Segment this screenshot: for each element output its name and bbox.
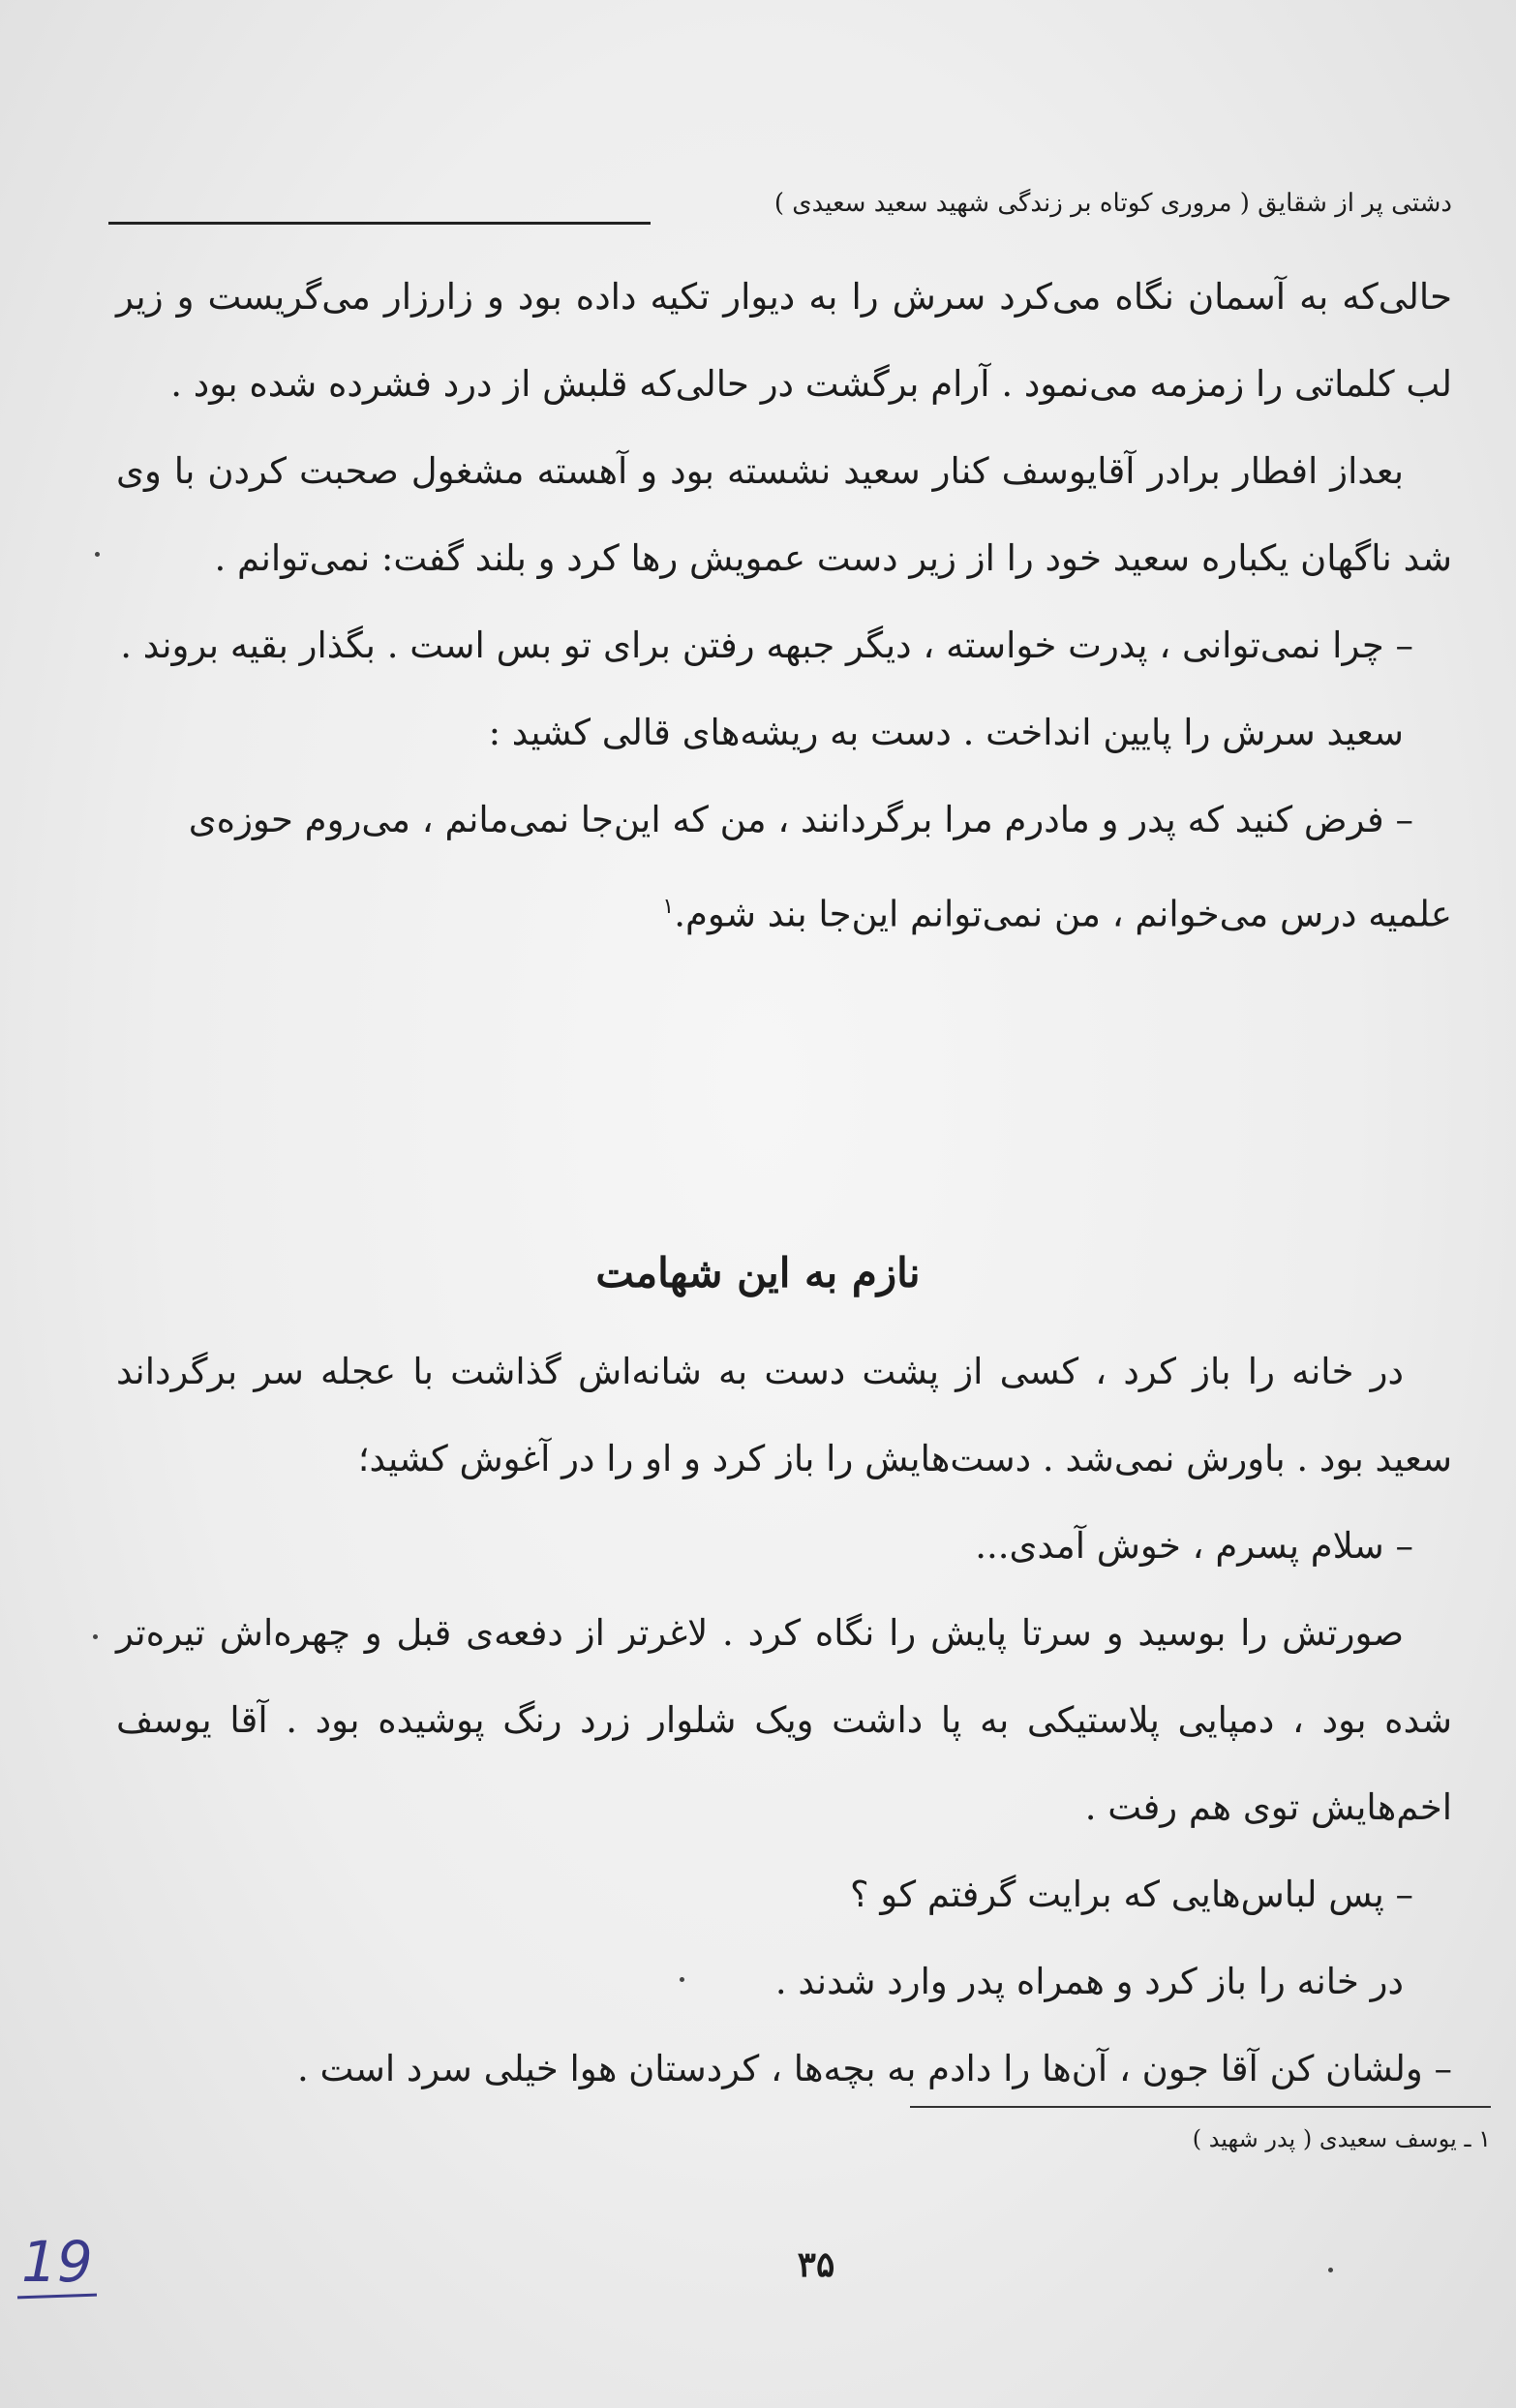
paragraph: در خانه را باز کرد و همراه پدر وارد شدند . bbox=[774, 1961, 1404, 2002]
header-rule bbox=[108, 222, 651, 225]
footnote: ۱ ـ یوسف سعیدی ( پدر شهید ) bbox=[1192, 2125, 1491, 2152]
paragraph: – پس لباس‌هایی که برایت گرفتم کو ؟ bbox=[849, 1874, 1413, 1915]
page-number: ۳۵ bbox=[797, 2244, 835, 2285]
paragraph-text: – فرض کنید که پدر و مادرم مرا برگردانند ، من که این‌جا نمی‌مانم ، می‌روم حوزه‌ی علمیه درس می‌خوانم ، من نمی‌توانم این‌جا بند شوم bbox=[188, 799, 1452, 935]
paragraph: – فرض کنید که پدر و مادرم مرا برگردانند ، من که این‌جا نمی‌مانم ، می‌روم حوزه‌ی علمیه درس می‌خوانم ، من نمی‌توانم این‌جا بند شوم.$^۱$ bbox=[188, 799, 1452, 935]
paragraph: صورتش را بوسید و سرتا پایش را نگاه کرد . لاغرتر از دفعه‌ی قبل و چهره‌اش تیره‌تر شده بود ، دمپایی پلاستیکی به پا داشت ویک شلوار زرد رنگ پوشیده بود . آقا یوسف اخم‌هایش توی هم رفت . bbox=[116, 1612, 1452, 1828]
body-text-bottom bbox=[116, 1328, 1452, 2113]
paragraph: حالی‌که به آسمان نگاه می‌کرد سرش را به دیوار تکیه داده بود و زارزار می‌گریست و زیر لب کلماتی را زمزمه می‌نمود . آرام برگشت در حالی‌که قلبش از درد فشرده شده بود . bbox=[116, 276, 1452, 405]
scan-speck bbox=[93, 1634, 98, 1639]
paragraph: – چرا نمی‌توانی ، پدرت خواسته ، دیگر جبهه رفتن برای تو بس است . بگذار بقیه بروند . bbox=[120, 625, 1413, 666]
paragraph: در خانه را باز کرد ، کسی از پشت دست به شانه‌اش گذاشت با عجله سر برگرداند سعید بود . باورش نمی‌شد . دست‌هایش را باز کرد و او را در آغوش کشید؛ bbox=[116, 1351, 1452, 1479]
scan-speck bbox=[95, 552, 100, 557]
body-text-top bbox=[116, 254, 1452, 958]
scan-speck bbox=[680, 1977, 684, 1982]
paragraph: – ولشان کن آقا جون ، آن‌ها را دادم به بچه‌ها ، کردستان هوا خیلی سرد است . bbox=[297, 2048, 1452, 2089]
section-title: نازم به این شهامت bbox=[595, 1249, 921, 1296]
paragraph: – سلام پسرم ، خوش آمدی... bbox=[975, 1525, 1413, 1567]
paragraph: بعداز افطار برادر آقایوسف کنار سعید نشسته بود و آهسته مشغول صحبت کردن با وی شد ناگهان یکباره سعید خود را از زیر دست عمویش رها کرد و بلند گفت: نمی‌توانم . bbox=[116, 450, 1452, 579]
paragraph: سعید سرش را پایین انداخت . دست به ریشه‌های قالی کشید : bbox=[488, 712, 1404, 753]
scan-speck bbox=[1328, 2268, 1333, 2272]
footnote-rule bbox=[910, 2106, 1491, 2108]
running-head: دشتی پر از شقایق ( مروری کوتاه بر زندگی شهید سعید سعیدی ) bbox=[773, 189, 1452, 218]
footnote-mark: ۱ bbox=[662, 895, 675, 919]
handwritten-page-number: 19 bbox=[21, 2229, 93, 2295]
